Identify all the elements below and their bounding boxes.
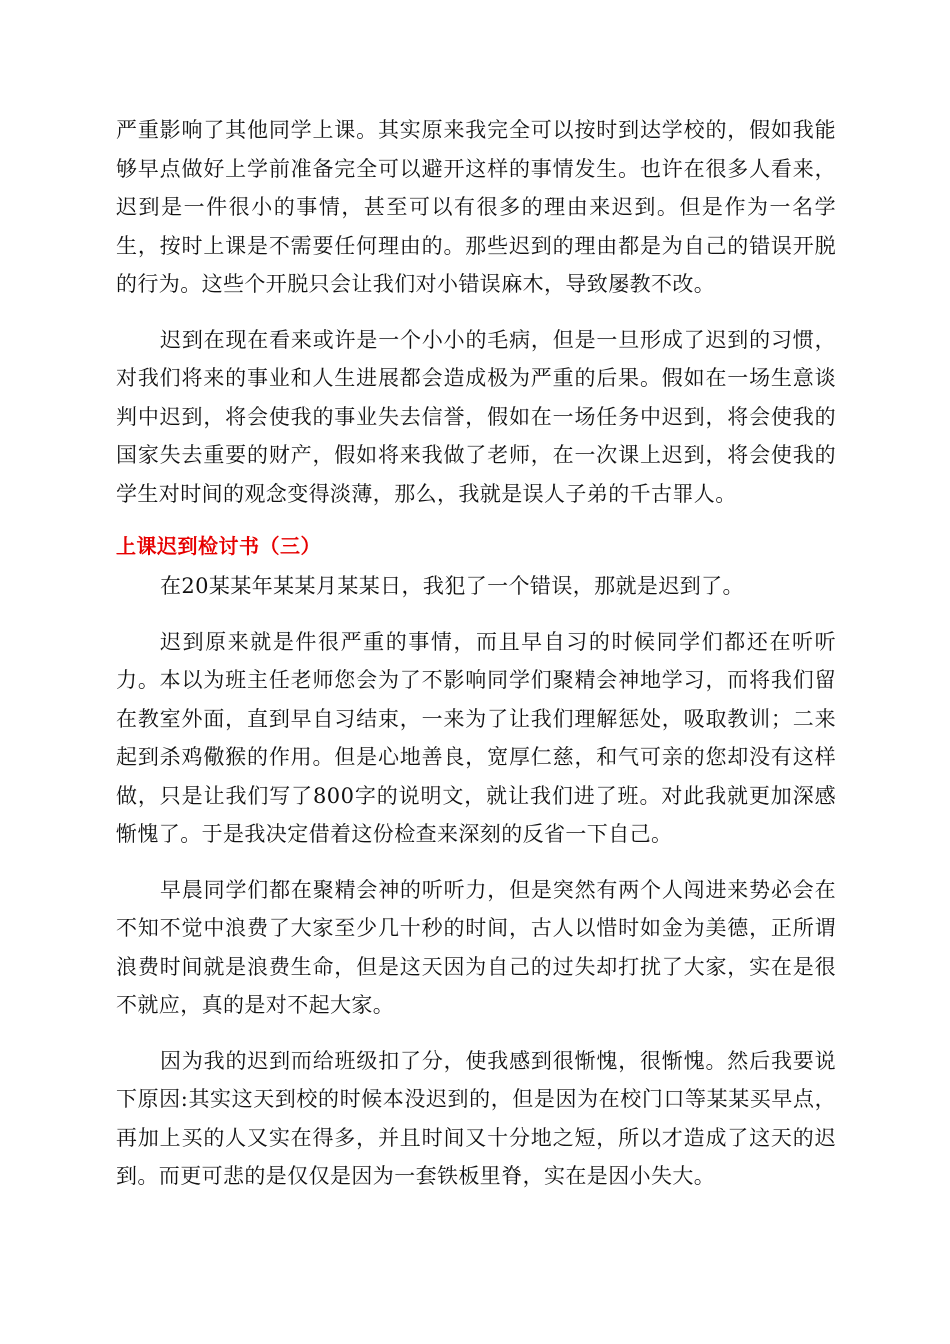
body-paragraph: 迟到在现在看来或许是一个小小的毛病，但是一旦形成了迟到的习惯，对我们将来的事业和人生进展都会造成极为严重的后果。假如在一场生意谈判中迟到，将会使我的事业失去信誉，假如在一场任务中迟到，将会使我的国家失去重要的财产，假如将来我做了老师，在一次课上迟到，将会使我的学生对时间的观念变得淡薄，那么，我就是误人子弟的千古罪人。 (116, 327, 836, 506)
body-paragraph: 早晨同学们都在聚精会神的听听力，但是突然有两个人闯进来势必会在不知不觉中浪费了大家至少几十秒的时间，古人以惜时如金为美德，正所谓浪费时间就是浪费生命，但是这天因为自己的过失却打扰了大家，实在是很不就应，真的是对不起大家。 (116, 877, 836, 1017)
body-paragraph: 严重影响了其他同学上课。其实原来我完全可以按时到达学校的，假如我能够早点做好上学前准备完全可以避开这样的事情发生。也许在很多人看来，迟到是一件很小的事情，甚至可以有很多的理由来迟到。但是作为一名学生，按时上课是不需要任何理由的。那些迟到的理由都是为自己的错误开脱的行为。这些个开脱只会让我们对小错误麻木，导致屡教不改。 (116, 118, 836, 296)
body-paragraph: 迟到原来就是件很严重的事情，而且早自习的时候同学们都还在听听力。本以为班主任老师您会为了不影响同学们聚精会神地学习，而将我们留在教室外面，直到早自习结束，一来为了让我们理解惩处，吸取教训；二来起到杀鸡儆猴的作用。但是心地善良，宽厚仁慈，和气可亲的您却没有这样做，只是让我们写了800字的说明文，就让我们进了班。对此我就更加深感惭愧了。于是我决定借着这份检查来深刻的反省一下自己。 (116, 629, 836, 846)
body-paragraph: 在20某某年某某月某某日，我犯了一个错误，那就是迟到了。 (160, 574, 744, 598)
section-heading: 上课迟到检讨书（三） (116, 534, 321, 558)
document-page (116, 111, 836, 1213)
body-paragraph: 因为我的迟到而给班级扣了分，使我感到很惭愧，很惭愧。然后我要说下原因:其实这天到校的时候本没迟到的，但是因为在校门口等某某买早点，再加上买的人又实在得多，并且时间又十分地之短，所以才造成了这天的迟到。而更可悲的是仅仅是因为一套铁板里脊，实在是因小失大。 (116, 1048, 836, 1188)
